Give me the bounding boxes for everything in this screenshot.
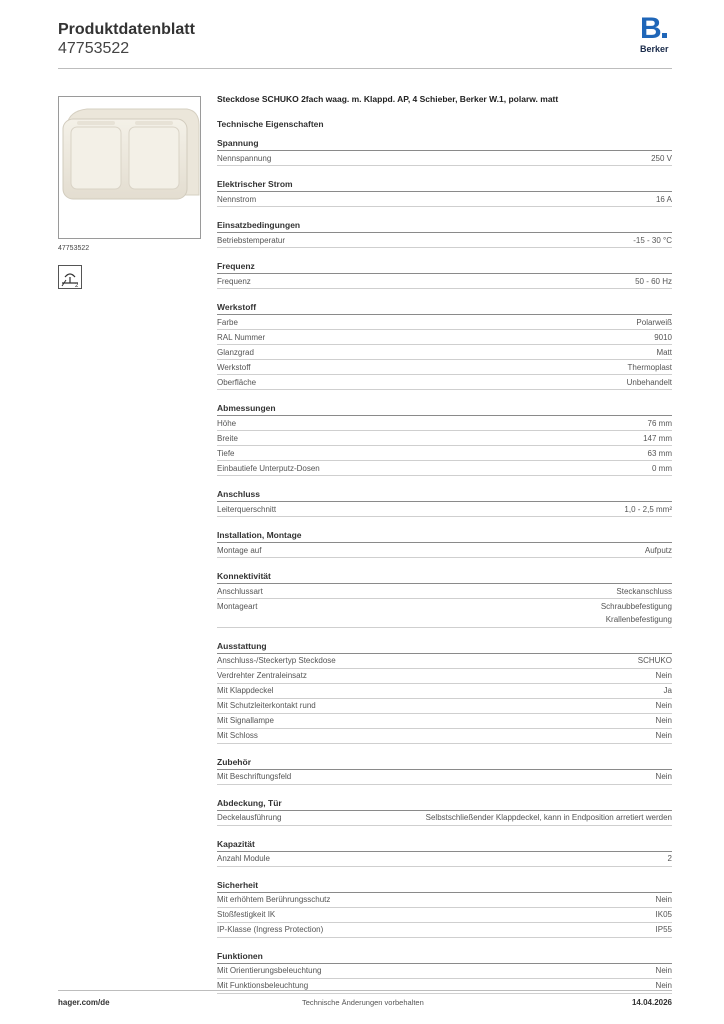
logo-text: Berker [640, 44, 669, 54]
spec-value: 2 [667, 854, 672, 863]
spec-row [217, 274, 672, 289]
spec-label: Anschlussart [217, 586, 263, 596]
spec-label: Frequenz [217, 276, 251, 286]
socket-symbol-icon [58, 265, 82, 289]
spec-label: Verdrehter Zentraleinsatz [217, 671, 307, 680]
spec-value: Selbstschließender Klappdeckel, kann in Endposition arretiert werden [425, 813, 672, 822]
spec-section [217, 259, 672, 300]
spec-label: Mit Schutzleiterkontakt rund [217, 701, 316, 710]
section-spacer [217, 785, 672, 796]
spec-row [217, 923, 672, 938]
footer-date: 14.04.2026 [631, 998, 672, 1007]
section-heading: Sicherheit [217, 878, 672, 893]
spec-value: 1,0 - 2,5 mm² [624, 504, 672, 514]
spec-row [217, 684, 672, 699]
spec-label: Stoßfestigkeit IK [217, 910, 276, 919]
spec-row [217, 964, 672, 979]
spec-row [217, 360, 672, 375]
berker-logo [640, 12, 676, 54]
spec-label: Mit Beschriftungsfeld [217, 772, 292, 781]
footer-disclaimer: Technische Änderungen vorbehalten [302, 998, 424, 1007]
spec-label: Breite [217, 433, 238, 443]
spec-label: Montageart [217, 601, 258, 611]
svg-text:2: 2 [75, 283, 79, 288]
article-number: 47753522 [58, 40, 130, 57]
spec-row [217, 811, 672, 826]
section-spacer [217, 166, 672, 177]
spec-section [217, 136, 672, 177]
spec-row [217, 893, 672, 908]
section-spacer [217, 867, 672, 878]
spec-value: IK05 [655, 910, 672, 919]
spec-label: Werkstoff [217, 362, 251, 372]
spec-label: Mit Schloss [217, 731, 258, 740]
section-spacer [217, 390, 672, 401]
spec-section [217, 401, 672, 487]
spec-value: Nein [655, 701, 672, 710]
spec-row [217, 654, 672, 669]
section-spacer [217, 826, 672, 837]
spec-value: Unbehandelt [626, 377, 672, 387]
spec-section [217, 949, 672, 1005]
spec-label: Mit Klappdeckel [217, 686, 274, 695]
spec-value: 76 mm [647, 418, 672, 428]
spec-row [217, 375, 672, 390]
spec-value: Thermoplast [627, 362, 672, 372]
section-spacer [217, 744, 672, 755]
section-heading: Elektrischer Strom [217, 177, 672, 192]
spec-label: Glanzgrad [217, 347, 254, 357]
spec-section [217, 487, 672, 528]
spec-row [217, 461, 672, 476]
spec-label: Nennstrom [217, 194, 257, 204]
section-spacer [217, 517, 672, 528]
spec-label: Mit Orientierungsbeleuchtung [217, 966, 322, 975]
footer-website[interactable]: hager.com/de [58, 998, 110, 1007]
section-heading: Abdeckung, Tür [217, 796, 672, 811]
spec-row [217, 908, 672, 923]
spec-value: 63 mm [647, 448, 672, 458]
spec-label: Mit Signallampe [217, 716, 274, 725]
spec-row [217, 714, 672, 729]
spec-value: Steckanschluss [616, 586, 672, 596]
spec-value: Aufputz [644, 545, 672, 555]
spec-label: RAL Nummer [217, 332, 266, 342]
section-spacer [217, 558, 672, 569]
spec-row [217, 315, 672, 330]
spec-section [217, 796, 672, 837]
spec-label: Anzahl Module [217, 854, 270, 863]
spec-row [217, 192, 672, 207]
spec-row [217, 446, 672, 461]
spec-value: Nein [655, 716, 672, 725]
section-spacer [217, 994, 672, 1005]
spec-row [217, 852, 672, 867]
spec-section [217, 528, 672, 569]
spec-section [217, 837, 672, 878]
spec-row [217, 599, 672, 628]
spec-row [217, 330, 672, 345]
spec-value: Ja [663, 686, 672, 695]
spec-content [217, 92, 672, 1005]
spec-row [217, 729, 672, 744]
spec-value: Nein [655, 731, 672, 740]
spec-label: Höhe [217, 418, 237, 428]
spec-section [217, 218, 672, 259]
section-spacer [217, 938, 672, 949]
spec-value: Nein [655, 966, 672, 975]
spec-row [217, 502, 672, 517]
section-heading: Spannung [217, 136, 672, 151]
section-heading: Funktionen [217, 949, 672, 964]
section-heading: Frequenz [217, 259, 672, 274]
spec-row [217, 345, 672, 360]
spec-value: Nein [655, 671, 672, 680]
spec-row [217, 770, 672, 785]
spec-row [217, 669, 672, 684]
spec-label: Nennspannung [217, 153, 272, 163]
spec-value: 147 mm [643, 433, 672, 443]
spec-section [217, 569, 672, 639]
section-heading: Anschluss [217, 487, 672, 502]
spec-label: Leiterquerschnitt [217, 504, 277, 514]
spec-label: Mit erhöhtem Berührungsschutz [217, 895, 331, 904]
spec-label: Einbautiefe Unterputz-Dosen [217, 463, 320, 473]
section-spacer [217, 628, 672, 639]
spec-row [217, 979, 672, 994]
image-caption: 47753522 [58, 245, 90, 252]
footer-divider [58, 990, 672, 991]
spec-value: -15 - 30 °C [633, 235, 672, 245]
spec-label: Oberfläche [217, 377, 257, 387]
section-heading: Konnektivität [217, 569, 672, 584]
spec-value: Nein [655, 772, 672, 781]
spec-label: Farbe [217, 317, 238, 327]
spec-value-line: Schraubbefestigung [600, 601, 672, 611]
tech-heading: Technische Eigenschaften [217, 119, 324, 129]
spec-value: 9010 [654, 332, 672, 342]
spec-value-line: Krallenbefestigung [605, 615, 672, 624]
spec-section [217, 878, 672, 949]
product-image [58, 96, 201, 239]
spec-label: Montage auf [217, 545, 262, 555]
section-spacer [217, 476, 672, 487]
spec-value: Matt [656, 347, 672, 357]
spec-row [217, 584, 672, 599]
spec-section [217, 755, 672, 796]
spec-label: Tiefe [217, 448, 235, 458]
socket-illustration [59, 97, 200, 238]
spec-row [217, 416, 672, 431]
section-heading: Zubehör [217, 755, 672, 770]
spec-value: Polarweiß [636, 317, 672, 327]
section-heading: Werkstoff [217, 300, 672, 315]
logo-dot [662, 33, 667, 38]
section-spacer [217, 248, 672, 259]
header-divider [58, 68, 672, 69]
spec-row [217, 151, 672, 166]
spec-sections [217, 136, 672, 1005]
spec-value [601, 600, 672, 627]
spec-value: 0 mm [652, 463, 672, 473]
spec-label: Anschluss-/Steckertyp Steckdose [217, 656, 336, 665]
spec-section [217, 639, 672, 755]
spec-row [217, 699, 672, 714]
section-heading: Abmessungen [217, 401, 672, 416]
section-heading: Installation, Montage [217, 528, 672, 543]
spec-section [217, 177, 672, 218]
spec-label: Deckelausführung [217, 813, 282, 822]
section-heading: Kapazität [217, 837, 672, 852]
spec-row [217, 543, 672, 558]
spec-value: SCHUKO [637, 656, 672, 665]
spec-value: IP55 [655, 925, 672, 934]
section-spacer [217, 289, 672, 300]
logo-letter: B [640, 16, 676, 42]
section-heading: Ausstattung [217, 639, 672, 654]
section-spacer [217, 207, 672, 218]
spec-label: Mit Funktionsbeleuchtung [217, 981, 309, 990]
product-title: Steckdose SCHUKO 2fach waag. m. Klappd. AP, 4 Schieber, Berker W.1, polarw. matt [217, 94, 559, 104]
spec-value: Nein [655, 895, 672, 904]
spec-label: Betriebstemperatur [217, 235, 286, 245]
page-title: Produktdatenblatt [58, 21, 195, 38]
spec-value: 50 - 60 Hz [635, 276, 672, 286]
spec-row [217, 233, 672, 248]
spec-value: Nein [655, 981, 672, 990]
spec-value: 250 V [651, 153, 672, 163]
spec-section [217, 300, 672, 401]
section-heading: Einsatzbedingungen [217, 218, 672, 233]
spec-value: 16 A [655, 194, 672, 204]
spec-row [217, 431, 672, 446]
spec-label: IP-Klasse (Ingress Protection) [217, 925, 324, 934]
